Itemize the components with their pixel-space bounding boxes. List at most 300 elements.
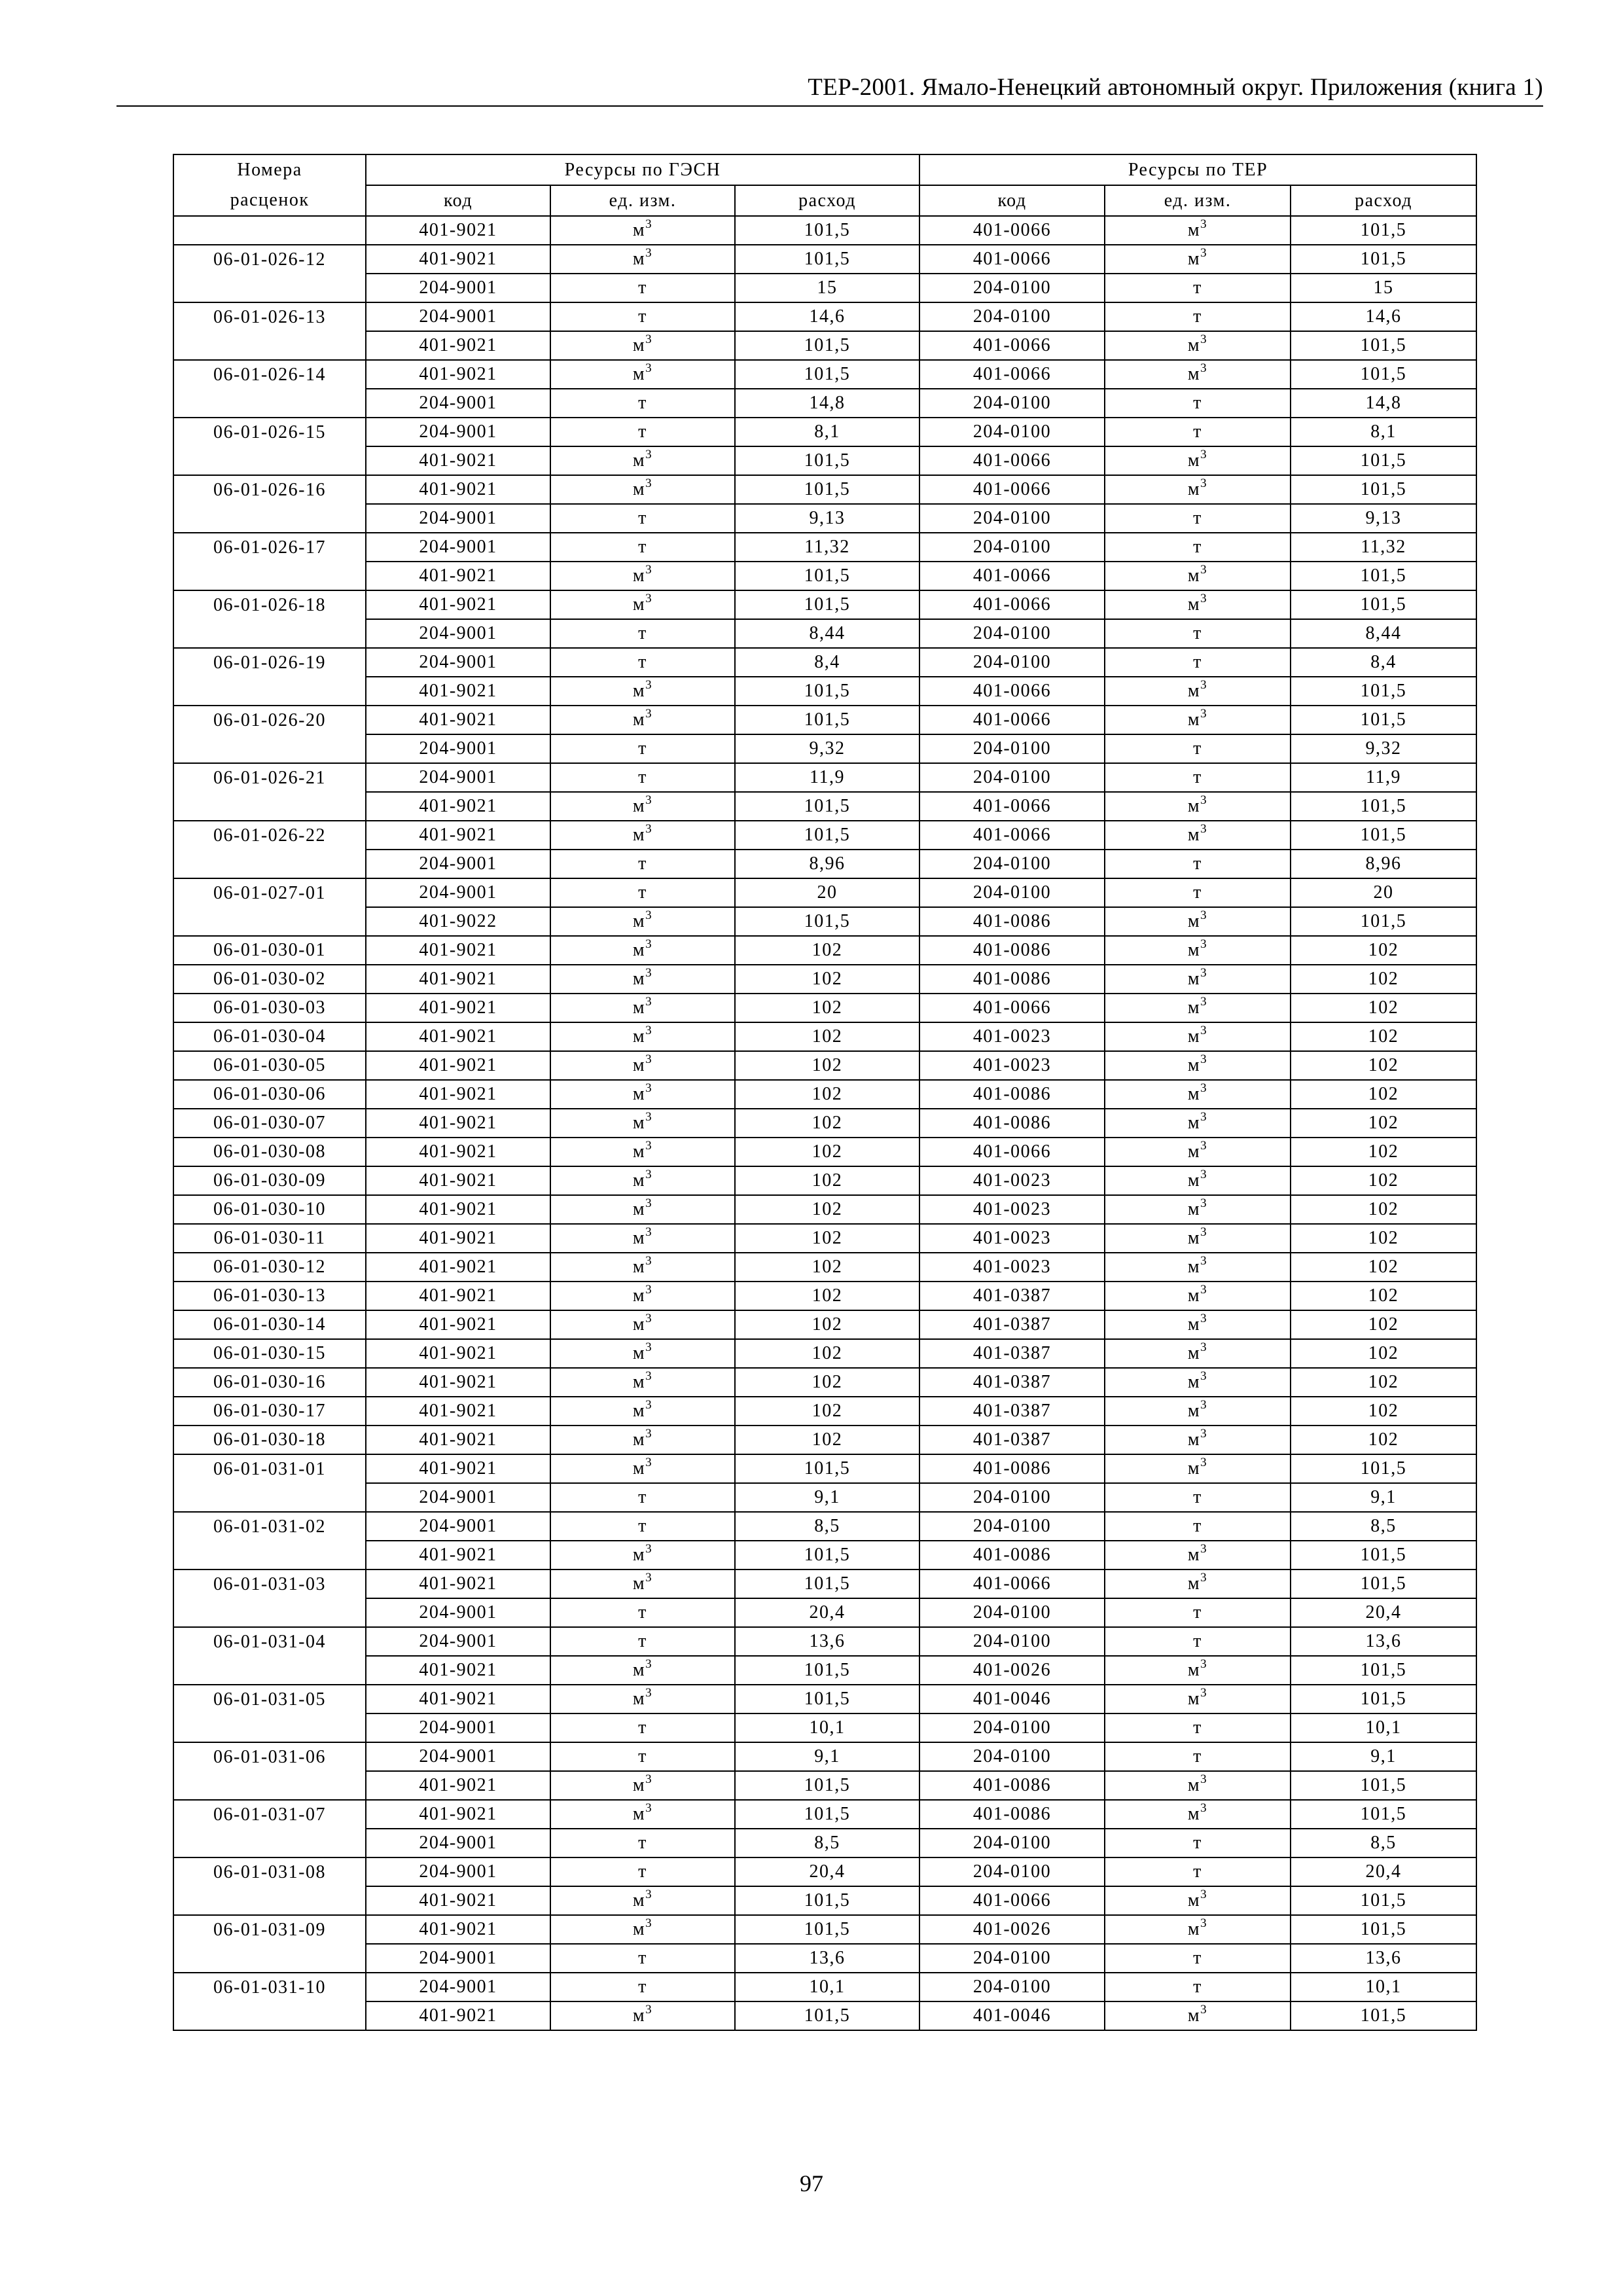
- ter-unit-cell: $м^3$: [1105, 590, 1291, 619]
- gesn-code-cell: 401-9021: [366, 590, 550, 619]
- table-row: [173, 763, 1476, 792]
- ter-code-cell: 204-0100: [919, 1857, 1105, 1886]
- ter-amount-cell: 8,4: [1291, 648, 1476, 677]
- unit-exponent: 3: [1200, 1397, 1208, 1412]
- unit-exponent: 3: [645, 1801, 653, 1815]
- table-row: [173, 1512, 1476, 1541]
- ter-unit-cell: $м^3$: [1105, 1166, 1291, 1195]
- ter-code-cell: 204-0100: [919, 763, 1105, 792]
- table-row: [173, 389, 1476, 418]
- unit-exponent: 3: [645, 1253, 653, 1268]
- table-row: [173, 1483, 1476, 1512]
- ter-unit-cell: т: [1105, 1598, 1291, 1627]
- gesn-amount-cell: 101,5: [735, 821, 919, 850]
- gesn-amount-cell: 102: [735, 1310, 919, 1339]
- column-header-number: [173, 154, 366, 216]
- rate-number-cell: 06-01-030-16: [173, 1368, 366, 1397]
- ter-amount-cell: 101,5: [1291, 1886, 1476, 1915]
- unit-exponent: 3: [645, 1340, 653, 1354]
- gesn-amount-cell: 101,5: [735, 1771, 919, 1800]
- gesn-unit-cell: т: [550, 734, 735, 763]
- rate-number-cell: 06-01-026-22: [173, 821, 366, 850]
- unit-exponent: 3: [1200, 1657, 1208, 1671]
- rate-number-cell: [173, 331, 366, 360]
- gesn-amount-cell: 102: [735, 1109, 919, 1138]
- unit-exponent: 3: [645, 793, 653, 807]
- ter-code-cell: 401-0086: [919, 1109, 1105, 1138]
- gesn-code-cell: 204-9001: [366, 1627, 550, 1656]
- ter-amount-cell: 101,5: [1291, 331, 1476, 360]
- table-row: [173, 1627, 1476, 1656]
- rate-number-cell: 06-01-026-19: [173, 648, 366, 677]
- gesn-code-cell: 401-9021: [366, 1195, 550, 1224]
- rate-number-cell: [173, 274, 366, 302]
- ter-unit-cell: $м^3$: [1105, 1253, 1291, 1282]
- ter-amount-cell: 102: [1291, 1397, 1476, 1426]
- gesn-unit-cell: $м^3$: [550, 1051, 735, 1080]
- gesn-code-cell: 204-9001: [366, 504, 550, 533]
- ter-amount-cell: 102: [1291, 1051, 1476, 1080]
- ter-code-cell: 401-0066: [919, 245, 1105, 274]
- unit-exponent: 3: [1200, 1541, 1208, 1556]
- ter-code-cell: 401-0387: [919, 1282, 1105, 1310]
- ter-amount-cell: 14,8: [1291, 389, 1476, 418]
- gesn-code-cell: 401-9021: [366, 475, 550, 504]
- ter-code-cell: 204-0100: [919, 389, 1105, 418]
- rate-number-cell: 06-01-026-20: [173, 706, 366, 734]
- table-row: [173, 1138, 1476, 1166]
- unit-exponent: 3: [1200, 1081, 1208, 1095]
- table-row: [173, 734, 1476, 763]
- gesn-code-cell: 401-9021: [366, 2001, 550, 2030]
- ter-code-cell: 401-0066: [919, 446, 1105, 475]
- gesn-code-cell: 401-9021: [366, 1339, 550, 1368]
- ter-amount-cell: 101,5: [1291, 446, 1476, 475]
- table-row: [173, 1426, 1476, 1454]
- gesn-unit-cell: $м^3$: [550, 1454, 735, 1483]
- unit-exponent: 3: [645, 217, 653, 231]
- rate-number-cell: 06-01-026-15: [173, 418, 366, 446]
- table-row: [173, 274, 1476, 302]
- gesn-code-cell: 204-9001: [366, 648, 550, 677]
- ter-unit-cell: $м^3$: [1105, 360, 1291, 389]
- table-row: [173, 1742, 1476, 1771]
- gesn-code-cell: 204-9001: [366, 763, 550, 792]
- subheader-gesn-amount: расход: [735, 185, 919, 216]
- table-row: [173, 1080, 1476, 1109]
- gesn-unit-cell: т: [550, 850, 735, 878]
- unit-exponent: 3: [1200, 1109, 1208, 1124]
- unit-exponent: 3: [645, 937, 653, 951]
- unit-exponent: 3: [1200, 1916, 1208, 1930]
- ter-code-cell: 204-0100: [919, 1483, 1105, 1512]
- gesn-amount-cell: 101,5: [735, 792, 919, 821]
- unit-exponent: 3: [645, 245, 653, 260]
- ter-unit-cell: $м^3$: [1105, 994, 1291, 1022]
- subheader-gesn-unit: ед. изм.: [550, 185, 735, 216]
- gesn-amount-cell: 102: [735, 936, 919, 965]
- gesn-amount-cell: 9,32: [735, 734, 919, 763]
- unit-exponent: 3: [1200, 562, 1208, 577]
- ter-unit-cell: $м^3$: [1105, 1800, 1291, 1829]
- gesn-amount-cell: 101,5: [735, 1541, 919, 1570]
- unit-exponent: 3: [645, 361, 653, 375]
- gesn-code-cell: 401-9021: [366, 1397, 550, 1426]
- table-row: [173, 907, 1476, 936]
- ter-unit-cell: $м^3$: [1105, 706, 1291, 734]
- ter-code-cell: 204-0100: [919, 850, 1105, 878]
- gesn-amount-cell: 10,1: [735, 1973, 919, 2001]
- unit-exponent: 3: [1200, 706, 1208, 721]
- rate-number-cell: [173, 734, 366, 763]
- gesn-unit-cell: $м^3$: [550, 1656, 735, 1685]
- table-row: [173, 1800, 1476, 1829]
- ter-unit-cell: $м^3$: [1105, 331, 1291, 360]
- table-row: [173, 2001, 1476, 2030]
- gesn-unit-cell: $м^3$: [550, 1109, 735, 1138]
- ter-unit-cell: $м^3$: [1105, 1771, 1291, 1800]
- gesn-unit-cell: $м^3$: [550, 1685, 735, 1713]
- rate-number-cell: 06-01-026-13: [173, 302, 366, 331]
- table-row: [173, 1166, 1476, 1195]
- subheader-ter-amount: расход: [1291, 185, 1476, 216]
- gesn-unit-cell: $м^3$: [550, 1224, 735, 1253]
- table-row: [173, 1310, 1476, 1339]
- unit-exponent: 3: [1200, 1138, 1208, 1153]
- rate-number-cell: [173, 216, 366, 245]
- ter-amount-cell: 20: [1291, 878, 1476, 907]
- gesn-code-cell: 204-9001: [366, 878, 550, 907]
- ter-amount-cell: 101,5: [1291, 216, 1476, 245]
- rate-number-cell: 06-01-030-03: [173, 994, 366, 1022]
- ter-unit-cell: $м^3$: [1105, 1397, 1291, 1426]
- unit-exponent: 3: [645, 1570, 653, 1585]
- unit-exponent: 3: [1200, 245, 1208, 260]
- ter-amount-cell: 101,5: [1291, 1541, 1476, 1570]
- ter-code-cell: 204-0100: [919, 302, 1105, 331]
- gesn-amount-cell: 102: [735, 1282, 919, 1310]
- rate-number-cell: 06-01-031-08: [173, 1857, 366, 1886]
- ter-amount-cell: 101,5: [1291, 1570, 1476, 1598]
- unit-exponent: 3: [645, 1772, 653, 1786]
- gesn-code-cell: 401-9021: [366, 1685, 550, 1713]
- ter-code-cell: 401-0066: [919, 706, 1105, 734]
- ter-amount-cell: 10,1: [1291, 1713, 1476, 1742]
- gesn-amount-cell: 101,5: [735, 590, 919, 619]
- gesn-code-cell: 204-9001: [366, 734, 550, 763]
- header-row-subcolumns: [173, 185, 1476, 216]
- unit-exponent: 3: [1200, 476, 1208, 490]
- resources-table: [173, 154, 1477, 2031]
- gesn-code-cell: 204-9001: [366, 533, 550, 562]
- ter-amount-cell: 101,5: [1291, 245, 1476, 274]
- table-row: [173, 1685, 1476, 1713]
- gesn-unit-cell: $м^3$: [550, 1080, 735, 1109]
- table-row: [173, 418, 1476, 446]
- gesn-unit-cell: т: [550, 533, 735, 562]
- gesn-unit-cell: т: [550, 274, 735, 302]
- gesn-amount-cell: 101,5: [735, 1656, 919, 1685]
- ter-amount-cell: 102: [1291, 1253, 1476, 1282]
- gesn-code-cell: 204-9001: [366, 1829, 550, 1857]
- gesn-unit-cell: $м^3$: [550, 994, 735, 1022]
- ter-unit-cell: $м^3$: [1105, 1685, 1291, 1713]
- ter-amount-cell: 102: [1291, 1080, 1476, 1109]
- ter-unit-cell: т: [1105, 1627, 1291, 1656]
- gesn-amount-cell: 11,9: [735, 763, 919, 792]
- rate-number-cell: 06-01-030-11: [173, 1224, 366, 1253]
- ter-amount-cell: 13,6: [1291, 1627, 1476, 1656]
- rate-number-cell: 06-01-030-18: [173, 1426, 366, 1454]
- ter-code-cell: 401-0046: [919, 1685, 1105, 1713]
- gesn-unit-cell: $м^3$: [550, 1166, 735, 1195]
- gesn-amount-cell: 9,1: [735, 1483, 919, 1512]
- ter-unit-cell: $м^3$: [1105, 1915, 1291, 1944]
- gesn-code-cell: 401-9021: [366, 792, 550, 821]
- ter-amount-cell: 101,5: [1291, 1685, 1476, 1713]
- table-row: [173, 475, 1476, 504]
- gesn-code-cell: 401-9021: [366, 994, 550, 1022]
- ter-unit-cell: т: [1105, 1483, 1291, 1512]
- table-row: [173, 1570, 1476, 1598]
- gesn-unit-cell: $м^3$: [550, 1800, 735, 1829]
- unit-exponent: 3: [645, 1916, 653, 1930]
- gesn-amount-cell: 20: [735, 878, 919, 907]
- ter-amount-cell: 102: [1291, 1022, 1476, 1051]
- gesn-code-cell: 401-9021: [366, 331, 550, 360]
- ter-amount-cell: 101,5: [1291, 907, 1476, 936]
- unit-exponent: 3: [1200, 1253, 1208, 1268]
- ter-code-cell: 401-0066: [919, 792, 1105, 821]
- rate-number-cell: 06-01-030-09: [173, 1166, 366, 1195]
- gesn-unit-cell: т: [550, 763, 735, 792]
- ter-code-cell: 204-0100: [919, 1742, 1105, 1771]
- gesn-code-cell: 204-9001: [366, 1973, 550, 2001]
- gesn-amount-cell: 101,5: [735, 245, 919, 274]
- ter-code-cell: 204-0100: [919, 418, 1105, 446]
- rate-number-cell: [173, 1483, 366, 1512]
- ter-unit-cell: т: [1105, 389, 1291, 418]
- gesn-amount-cell: 101,5: [735, 562, 919, 590]
- gesn-amount-cell: 8,44: [735, 619, 919, 648]
- gesn-amount-cell: 101,5: [735, 677, 919, 706]
- table-row: [173, 1829, 1476, 1857]
- gesn-amount-cell: 101,5: [735, 360, 919, 389]
- gesn-unit-cell: т: [550, 1512, 735, 1541]
- rate-number-cell: 06-01-031-05: [173, 1685, 366, 1713]
- ter-amount-cell: 8,1: [1291, 418, 1476, 446]
- ter-unit-cell: $м^3$: [1105, 216, 1291, 245]
- unit-exponent: 3: [1200, 1225, 1208, 1239]
- ter-amount-cell: 102: [1291, 1339, 1476, 1368]
- gesn-amount-cell: 101,5: [735, 331, 919, 360]
- ter-unit-cell: т: [1105, 734, 1291, 763]
- gesn-unit-cell: $м^3$: [550, 907, 735, 936]
- gesn-code-cell: 204-9001: [366, 1483, 550, 1512]
- table-row: [173, 1973, 1476, 2001]
- rate-number-cell: 06-01-030-14: [173, 1310, 366, 1339]
- unit-exponent: 3: [645, 1225, 653, 1239]
- rate-number-cell: [173, 1771, 366, 1800]
- ter-amount-cell: 101,5: [1291, 1656, 1476, 1685]
- ter-unit-cell: $м^3$: [1105, 1454, 1291, 1483]
- ter-amount-cell: 9,1: [1291, 1742, 1476, 1771]
- ter-code-cell: 401-0086: [919, 1771, 1105, 1800]
- gesn-amount-cell: 101,5: [735, 2001, 919, 2030]
- gesn-code-cell: 401-9021: [366, 1022, 550, 1051]
- unit-exponent: 3: [645, 2002, 653, 2017]
- ter-unit-cell: $м^3$: [1105, 1368, 1291, 1397]
- rate-number-cell: 06-01-030-07: [173, 1109, 366, 1138]
- ter-amount-cell: 101,5: [1291, 1454, 1476, 1483]
- gesn-amount-cell: 11,32: [735, 533, 919, 562]
- unit-exponent: 3: [645, 908, 653, 922]
- unit-exponent: 3: [1200, 361, 1208, 375]
- ter-amount-cell: 102: [1291, 1224, 1476, 1253]
- gesn-amount-cell: 15: [735, 274, 919, 302]
- rate-number-cell: 06-01-027-01: [173, 878, 366, 907]
- ter-code-cell: 401-0086: [919, 1541, 1105, 1570]
- unit-exponent: 3: [1200, 447, 1208, 461]
- gesn-unit-cell: $м^3$: [550, 1541, 735, 1570]
- gesn-amount-cell: 101,5: [735, 1886, 919, 1915]
- gesn-unit-cell: $м^3$: [550, 1368, 735, 1397]
- unit-exponent: 3: [645, 1052, 653, 1066]
- rate-number-cell: 06-01-030-05: [173, 1051, 366, 1080]
- gesn-code-cell: 401-9021: [366, 1800, 550, 1829]
- rate-number-cell: 06-01-031-09: [173, 1915, 366, 1944]
- gesn-unit-cell: $м^3$: [550, 1397, 735, 1426]
- gesn-amount-cell: 101,5: [735, 446, 919, 475]
- gesn-code-cell: 204-9001: [366, 389, 550, 418]
- ter-code-cell: 401-0066: [919, 677, 1105, 706]
- gesn-code-cell: 401-9021: [366, 1253, 550, 1282]
- ter-unit-cell: т: [1105, 302, 1291, 331]
- gesn-unit-cell: $м^3$: [550, 677, 735, 706]
- gesn-amount-cell: 9,13: [735, 504, 919, 533]
- ter-unit-cell: $м^3$: [1105, 562, 1291, 590]
- gesn-code-cell: 204-9001: [366, 274, 550, 302]
- unit-exponent: 3: [1200, 1282, 1208, 1297]
- gesn-unit-cell: $м^3$: [550, 1886, 735, 1915]
- gesn-unit-cell: т: [550, 1713, 735, 1742]
- ter-code-cell: 401-0086: [919, 1454, 1105, 1483]
- unit-exponent: 3: [1200, 1023, 1208, 1037]
- rate-number-cell: 06-01-031-03: [173, 1570, 366, 1598]
- gesn-unit-cell: $м^3$: [550, 1022, 735, 1051]
- ter-unit-cell: $м^3$: [1105, 1109, 1291, 1138]
- ter-unit-cell: т: [1105, 1512, 1291, 1541]
- ter-amount-cell: 10,1: [1291, 1973, 1476, 2001]
- table-row: [173, 446, 1476, 475]
- table-row: [173, 1944, 1476, 1973]
- unit-exponent: 3: [1200, 1772, 1208, 1786]
- gesn-code-cell: 401-9021: [366, 821, 550, 850]
- ter-unit-cell: $м^3$: [1105, 1022, 1291, 1051]
- gesn-unit-cell: $м^3$: [550, 965, 735, 994]
- rate-number-cell: [173, 907, 366, 936]
- ter-unit-cell: т: [1105, 878, 1291, 907]
- gesn-unit-cell: $м^3$: [550, 1195, 735, 1224]
- gesn-unit-cell: $м^3$: [550, 562, 735, 590]
- unit-exponent: 3: [1200, 1455, 1208, 1469]
- rate-number-cell: 06-01-030-15: [173, 1339, 366, 1368]
- header-rule: [116, 105, 1543, 107]
- rate-number-cell: [173, 1598, 366, 1627]
- table-row: [173, 619, 1476, 648]
- ter-unit-cell: $м^3$: [1105, 1656, 1291, 1685]
- table-row: [173, 590, 1476, 619]
- ter-code-cell: 401-0066: [919, 1138, 1105, 1166]
- unit-exponent: 3: [1200, 217, 1208, 231]
- ter-code-cell: 204-0100: [919, 533, 1105, 562]
- unit-exponent: 3: [1200, 793, 1208, 807]
- unit-exponent: 3: [645, 591, 653, 605]
- ter-code-cell: 401-0023: [919, 1166, 1105, 1195]
- ter-unit-cell: т: [1105, 648, 1291, 677]
- gesn-code-cell: 401-9021: [366, 216, 550, 245]
- rate-number-cell: [173, 389, 366, 418]
- gesn-code-cell: 401-9021: [366, 1454, 550, 1483]
- unit-exponent: 3: [645, 965, 653, 980]
- unit-exponent: 3: [1200, 1426, 1208, 1441]
- gesn-amount-cell: 102: [735, 1224, 919, 1253]
- unit-exponent: 3: [645, 1455, 653, 1469]
- ter-unit-cell: т: [1105, 1857, 1291, 1886]
- unit-exponent: 3: [1200, 1570, 1208, 1585]
- ter-code-cell: 401-0066: [919, 1886, 1105, 1915]
- ter-unit-cell: т: [1105, 1713, 1291, 1742]
- gesn-code-cell: 401-9021: [366, 1310, 550, 1339]
- gesn-unit-cell: $м^3$: [550, 1339, 735, 1368]
- unit-exponent: 3: [1200, 332, 1208, 346]
- table-row: [173, 677, 1476, 706]
- gesn-amount-cell: 101,5: [735, 1454, 919, 1483]
- gesn-unit-cell: т: [550, 1742, 735, 1771]
- rate-number-cell: [173, 1829, 366, 1857]
- table-row: [173, 1598, 1476, 1627]
- table-row: [173, 936, 1476, 965]
- ter-amount-cell: 11,9: [1291, 763, 1476, 792]
- ter-code-cell: 204-0100: [919, 1713, 1105, 1742]
- gesn-amount-cell: 14,8: [735, 389, 919, 418]
- unit-exponent: 3: [645, 332, 653, 346]
- unit-exponent: 3: [1200, 1052, 1208, 1066]
- header-row-groups: [173, 154, 1476, 185]
- unit-exponent: 3: [645, 1282, 653, 1297]
- ter-amount-cell: 8,5: [1291, 1829, 1476, 1857]
- gesn-amount-cell: 20,4: [735, 1857, 919, 1886]
- ter-amount-cell: 102: [1291, 1426, 1476, 1454]
- rate-number-cell: [173, 446, 366, 475]
- gesn-code-cell: 204-9001: [366, 1512, 550, 1541]
- gesn-code-cell: 204-9001: [366, 302, 550, 331]
- ter-amount-cell: 102: [1291, 1109, 1476, 1138]
- table-row: [173, 302, 1476, 331]
- table-row: [173, 1656, 1476, 1685]
- gesn-code-cell: 204-9001: [366, 1598, 550, 1627]
- ter-code-cell: 204-0100: [919, 734, 1105, 763]
- gesn-amount-cell: 101,5: [735, 1800, 919, 1829]
- unit-exponent: 3: [645, 1138, 653, 1153]
- gesn-amount-cell: 9,1: [735, 1742, 919, 1771]
- gesn-unit-cell: $м^3$: [550, 1253, 735, 1282]
- rate-number-cell: 06-01-030-02: [173, 965, 366, 994]
- rate-number-cell: [173, 850, 366, 878]
- gesn-code-cell: 401-9021: [366, 1368, 550, 1397]
- gesn-unit-cell: $м^3$: [550, 216, 735, 245]
- gesn-amount-cell: 101,5: [735, 1915, 919, 1944]
